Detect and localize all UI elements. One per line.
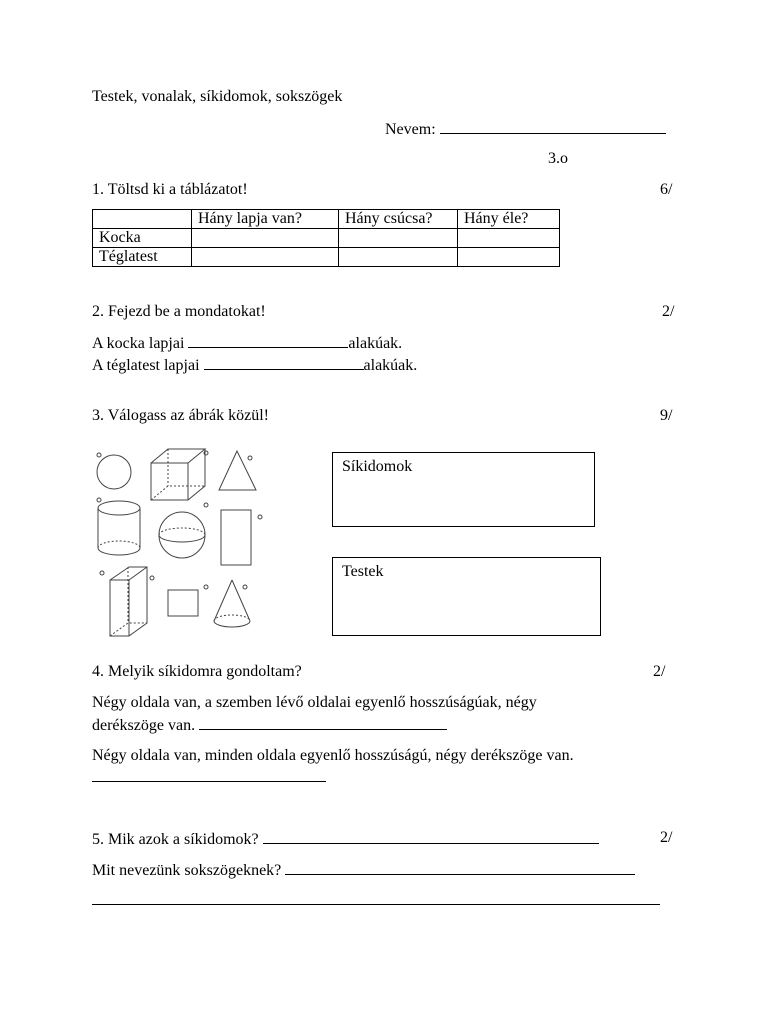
rectangular-prism-shape: [110, 567, 147, 636]
q5-answer-3[interactable]: [92, 890, 660, 905]
solids-label: Testek: [342, 563, 384, 580]
q2-answer-2[interactable]: [204, 355, 364, 370]
q5-question-2-line: [92, 860, 635, 880]
name-label: Nevem:: [385, 121, 436, 138]
table-header-cell: Hány csúcsa?: [339, 210, 458, 229]
table-row: [93, 248, 560, 267]
table-row: [93, 229, 560, 248]
q2-text: 2. Fejezd be a mondatokat!: [92, 303, 266, 320]
q5-points: 2/: [660, 829, 673, 846]
q4-answer-1[interactable]: [199, 715, 447, 730]
table-row-label: Téglatest: [93, 248, 192, 267]
table-header-cell: Hány éle?: [458, 210, 560, 229]
table-cell[interactable]: [339, 248, 458, 267]
table-row-label: Kocka: [93, 229, 192, 248]
q2-sentence-1-suffix: alakúak.: [348, 335, 403, 352]
q2-sentence-2: [92, 355, 417, 375]
table-cell[interactable]: [339, 229, 458, 248]
circle-shape: [97, 455, 131, 489]
q4-clue-1-text: derékszöge van.: [92, 717, 196, 734]
q5-answer-1[interactable]: [263, 829, 599, 844]
table-header-row: [93, 210, 560, 229]
q2-sentence-2-prefix: A téglatest lapjai: [92, 357, 200, 374]
cylinder-shape: [98, 501, 140, 555]
worksheet-title: Testek, vonalak, síkidomok, sokszögek: [92, 88, 343, 105]
q2-answer-1[interactable]: [188, 333, 348, 348]
q2-points: 2/: [662, 303, 675, 320]
q4-answer-2[interactable]: [92, 767, 326, 782]
shape-markers: [97, 451, 262, 589]
rectangle-shape: [221, 510, 251, 565]
q5-question-2: Mit nevezünk sokszögeknek?: [92, 862, 282, 879]
name-field[interactable]: [440, 119, 666, 134]
table-cell[interactable]: [458, 248, 560, 267]
q4-clue-1-line-2: [92, 715, 447, 735]
table-cell[interactable]: [192, 229, 339, 248]
q4-clue-1-line-1: Négy oldala van, a szemben lévő oldalai egyenlő hosszúságúak, négy: [92, 694, 537, 711]
q5-text: 5. Mik azok a síkidomok?: [92, 831, 259, 848]
q2-sentence-1: [92, 333, 402, 353]
table-cell[interactable]: [192, 248, 339, 267]
q4-clue-2-line-1: Négy oldala van, minden oldala egyenlő hosszúságú, négy derékszöge van.: [92, 747, 574, 764]
q1-text: 1. Töltsd ki a táblázatot!: [92, 181, 248, 198]
cube-shape: [151, 449, 205, 500]
table-header-cell: [93, 210, 192, 229]
q2-sentence-2-suffix: alakúak.: [363, 357, 418, 374]
class-label: 3.o: [548, 150, 568, 167]
q5-answer-2[interactable]: [285, 860, 635, 875]
q4-points: 2/: [653, 663, 666, 680]
flat-shapes-box[interactable]: [332, 452, 595, 527]
name-line: [385, 119, 666, 139]
q2-sentence-1-prefix: A kocka lapjai: [92, 335, 185, 352]
q3-text: 3. Válogass az ábrák közül!: [92, 407, 269, 424]
sphere-shape: [159, 512, 205, 558]
q4-text: 4. Melyik síkidomra gondoltam?: [92, 663, 302, 680]
table-cell[interactable]: [458, 229, 560, 248]
solids-table: [92, 209, 560, 267]
square-shape: [168, 590, 198, 616]
q4-answer-2-line: [92, 767, 326, 787]
solids-box[interactable]: [332, 557, 601, 636]
q5-answer-3-line: [92, 890, 660, 910]
flat-shapes-label: Síkidomok: [342, 458, 413, 475]
q5-line: [92, 829, 599, 849]
q1-points: 6/: [660, 181, 673, 198]
table-header-cell: Hány lapja van?: [192, 210, 339, 229]
shapes-figure: [90, 445, 280, 645]
q3-points: 9/: [660, 407, 673, 424]
